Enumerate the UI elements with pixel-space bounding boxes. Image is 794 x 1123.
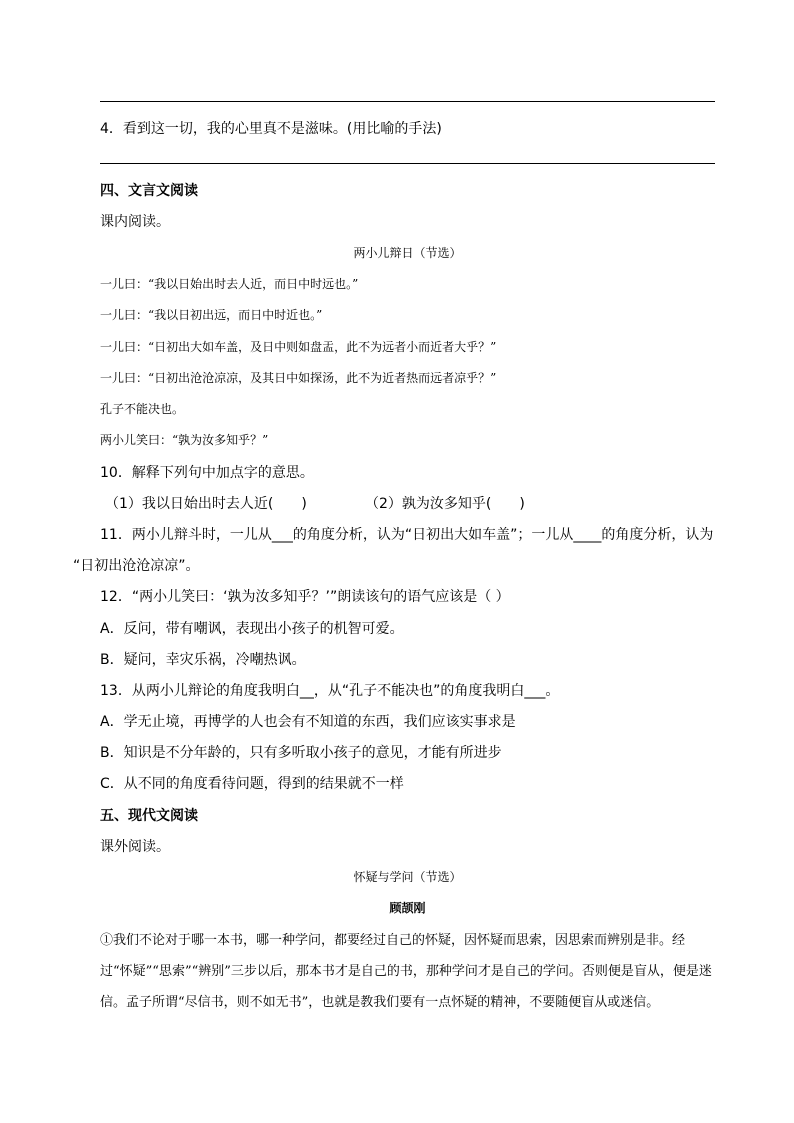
question-10: 10．解释下列句中加点字的意思。 xyxy=(100,465,314,481)
answer-line-q3 xyxy=(100,101,715,102)
answer-line-q4 xyxy=(100,163,715,164)
passage-line: 一儿曰：“日初出沧沧凉凉，及其日中如探汤，此不为近者热而远者凉乎？” xyxy=(100,371,497,385)
question-11-line2: “日初出沧沧凉凉”。 xyxy=(73,558,200,574)
section5-intro: 课外阅读。 xyxy=(100,839,170,855)
passage-line: 一儿曰：“我以日初出远，而日中时近也。” xyxy=(100,308,323,322)
section4-title: 四、文言文阅读 xyxy=(100,183,198,199)
option-b: B．知识是不分年龄的，只有多听取小孩子的意见，才能有所进步 xyxy=(100,745,502,761)
passage-line: 两小儿笑曰：“孰为汝多知乎？” xyxy=(100,433,269,447)
option-b: B．疑问，幸灾乐祸，冷嘲热讽。 xyxy=(100,652,306,668)
passage-line: 一儿曰：“日初出大如车盖，及日中则如盘盂，此不为远者小而近者大乎？” xyxy=(100,340,497,354)
option-a: A．反问，带有嘲讽，表现出小孩子的机智可爱。 xyxy=(100,621,404,637)
question-11-line1: 11．两小儿辩斗时，一儿从___的角度分析，认为“日初出大如车盖”；一儿从____的角度分析，认为 xyxy=(100,527,714,543)
question-10-part2: （2）孰为汝多知乎( ) xyxy=(365,496,525,512)
question-12: 12．“两小儿笑曰：‘孰为汝多知乎？’”朗读该句的语气应该是（ ） xyxy=(100,589,510,605)
question-13: 13．从两小儿辩论的角度我明白__，从“孔子不能决也”的角度我明白___。 xyxy=(100,683,560,699)
question-4: 4．看到这一切，我的心里真不是滋味。(用比喻的手法) xyxy=(100,121,442,137)
section5-title: 五、现代文阅读 xyxy=(100,808,198,824)
option-a: A．学无止境，再博学的人也会有不知道的东西，我们应该实事求是 xyxy=(100,714,516,730)
passage-author: 顾颉刚 xyxy=(389,901,426,915)
passage-line: 一儿曰：“我以日始出时去人近，而日中时远也。” xyxy=(100,277,359,291)
passage-paragraph: ①我们不论对于哪一本书，哪一种学问，都要经过自己的怀疑，因怀疑而思索，因思索而辨别是非。经过“怀疑”“思索”“辨别”三步以后，那本书才是自己的书，那种学问才是自己的学问。否则便是盲从，便是迷信。孟子所谓“尽信书，则不如无书”，也就是教我们要有一点怀疑的精神，不要随便盲从或迷信。 xyxy=(100,933,712,1010)
question-10-part1: （1）我以日始出时去人近( ) xyxy=(105,496,307,512)
passage-title-1: 两小儿辩日（节选） xyxy=(353,246,462,260)
passage-line: 孔子不能决也。 xyxy=(100,402,185,416)
option-c: C．从不同的角度看待问题，得到的结果就不一样 xyxy=(100,776,404,792)
section4-intro: 课内阅读。 xyxy=(100,214,170,230)
passage-title-2: 怀疑与学问（节选） xyxy=(353,870,462,884)
